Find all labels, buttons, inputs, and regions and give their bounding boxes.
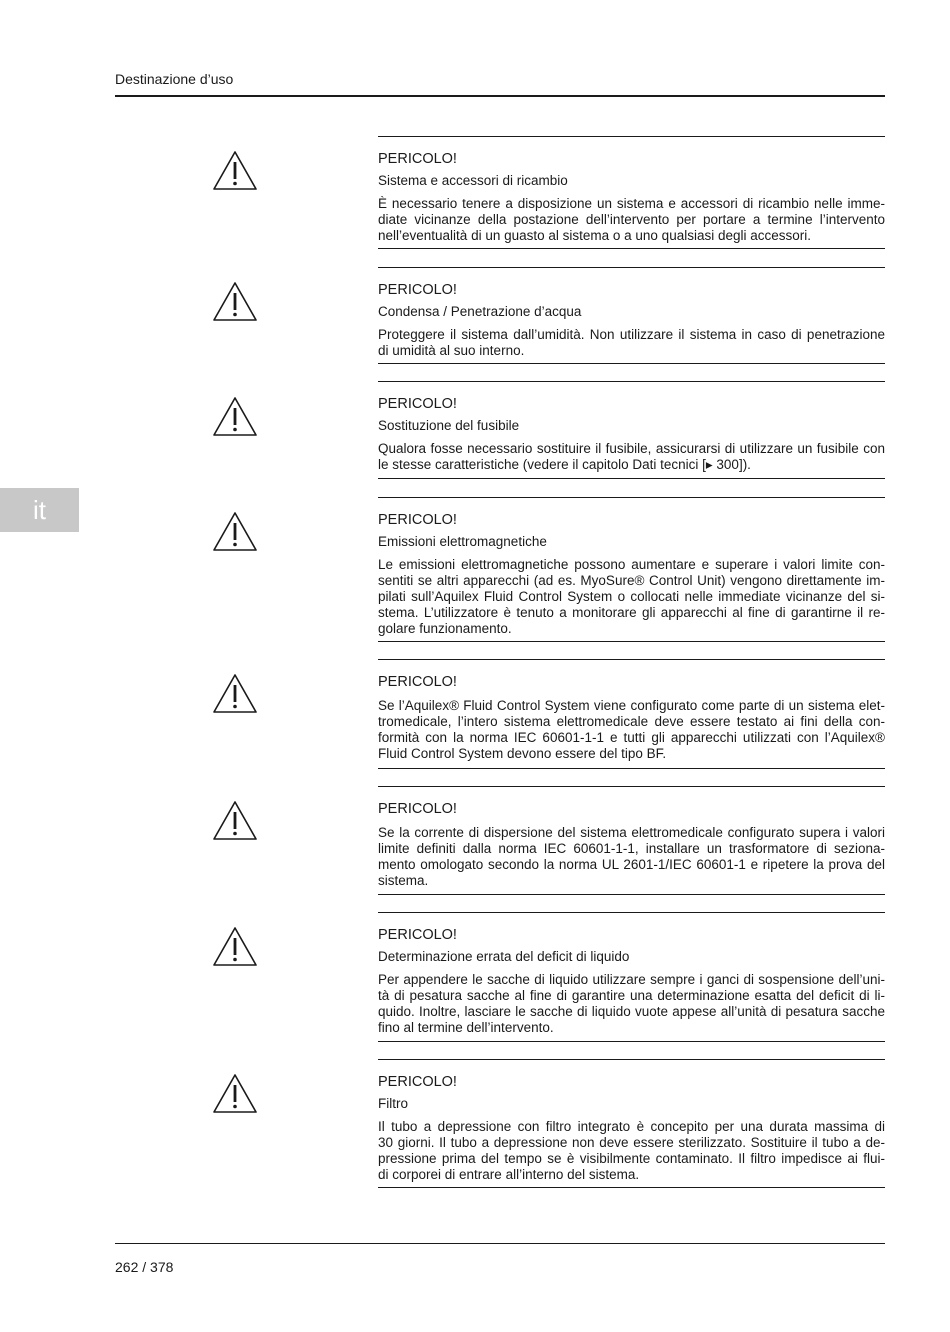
- warning-subtitle: Condensa / Penetrazione d’acqua: [378, 304, 582, 319]
- page-number: 262 / 378: [115, 1259, 174, 1275]
- warning-body-line: fino al termine dell’intervento.: [378, 1020, 554, 1035]
- warning-body-line: di corporei di entrare all’interno del sistema.: [378, 1167, 640, 1182]
- warning-body-line: mento omologato secondo la norma UL 2601-1/IEC 60601-1 e ripetere la prova del: [378, 857, 885, 872]
- warning-body-line: tromedicale, l’intero sistema elettromedicale deve essere testato ai fini della con-: [378, 714, 885, 729]
- warning-body: [378, 1119, 885, 1183]
- language-tab: it: [0, 488, 79, 532]
- warning-subtitle: Determinazione errata del deficit di liquido: [378, 949, 630, 964]
- warning-body-line: Se la corrente di dispersione del sistema elettromedicale configurato supera i valori: [378, 825, 885, 840]
- warning-body-line: sistema.: [378, 873, 429, 888]
- warning-subtitle: Sistema e accessori di ricambio: [378, 173, 568, 188]
- warning-body-line: diate vicinanze della postazione dell’intervento per portare a termine l’intervento: [378, 212, 885, 227]
- warning-triangle-icon: [212, 281, 258, 323]
- warning-body-line: Se l’Aquilex® Fluid Control System viene configurato come parte di un sistema elet-: [378, 698, 885, 713]
- warning-triangle-icon: [212, 926, 258, 968]
- warning-title: PERICOLO!: [378, 396, 457, 412]
- header-rule: [115, 95, 885, 97]
- warning-title: PERICOLO!: [378, 674, 457, 690]
- warning-body-line: stema. L’utilizzatore è tenuto a monitorare gli apparecchi al fine di garantirne il re-: [378, 605, 885, 620]
- warning-body-line: golare funzionamento.: [378, 621, 512, 636]
- warning-body: [378, 557, 885, 637]
- warning-body: [378, 196, 885, 244]
- warning-block: [378, 912, 885, 1042]
- warning-title: PERICOLO!: [378, 512, 457, 528]
- warning-subtitle: Emissioni elettromagnetiche: [378, 534, 547, 549]
- warning-body-line: pilati sull’Aquilex Fluid Control System o collocati nelle immediate vicinanze del si-: [378, 589, 885, 604]
- warning-block: [378, 786, 885, 895]
- warning-title: PERICOLO!: [378, 927, 457, 943]
- warning-body-line: quido. Inoltre, lasciare le sacche di liquido vuote appese all’unità di pesatura sacche: [378, 1004, 885, 1019]
- warning-triangle-icon: [212, 673, 258, 715]
- warning-block: [378, 267, 885, 364]
- warning-body-line: 30 giorni. Il tubo a depressione non deve essere sterilizzato. Sostituire il tubo a de-: [378, 1135, 885, 1150]
- warning-title: PERICOLO!: [378, 282, 457, 298]
- warning-body-line: sentiti se altri apparecchi (ad es. MyoSure® Control Unit) vengono direttamente im-: [378, 573, 885, 588]
- warning-body: [378, 972, 885, 1036]
- warning-body-line: È necessario tenere a disposizione un sistema e accessori di ricambio nelle imme-: [378, 196, 885, 211]
- page-header-title: Destinazione d’uso: [115, 71, 234, 87]
- warning-body: [378, 441, 885, 473]
- warning-body-line: Fluid Control System devono essere del tipo BF.: [378, 746, 667, 761]
- warning-title: PERICOLO!: [378, 1074, 457, 1090]
- warning-body: [378, 825, 885, 889]
- warning-triangle-icon: [212, 150, 258, 192]
- warning-title: PERICOLO!: [378, 801, 457, 817]
- warning-block: [378, 1059, 885, 1188]
- warning-block: [378, 659, 885, 769]
- warning-body-line: Il tubo a depressione con filtro integrato è concepito per una durata massima di: [378, 1119, 885, 1134]
- warning-triangle-icon: [212, 1073, 258, 1115]
- warning-subtitle: Sostituzione del fusibile: [378, 418, 520, 433]
- footer-rule: [115, 1243, 885, 1244]
- warning-block: [378, 136, 885, 249]
- warning-body-line: formità con la norma IEC 60601-1-1 e tutti gli apparecchi utilizzati con l’Aquilex®: [378, 730, 885, 745]
- warning-body-line: di umidità al suo interno.: [378, 343, 525, 358]
- warning-body-line: le stesse caratteristiche (vedere il capitolo Dati tecnici [▸ 300]).: [378, 457, 751, 472]
- warning-body-line: Qualora fosse necessario sostituire il fusibile, assicurarsi di utilizzare un fusibile con: [378, 441, 885, 456]
- warning-block: [378, 497, 885, 642]
- warning-body: [378, 327, 885, 359]
- warning-subtitle: Filtro: [378, 1096, 408, 1111]
- warning-body-line: nell’eventualità di un guasto al sistema o a uno qualsiasi degli accessori.: [378, 228, 812, 243]
- warning-body-line: limite definiti dalla norma IEC 60601-1-1, installare un trasformatore di seziona-: [378, 841, 885, 856]
- warning-body-line: Proteggere il sistema dall’umidità. Non utilizzare il sistema in caso di penetrazione: [378, 327, 885, 342]
- warning-body-line: tà di pesatura sacche al fine di garantire una determinazione esatta del deficit di li-: [378, 988, 885, 1003]
- warning-body: [378, 698, 885, 762]
- warning-body-line: Le emissioni elettromagnetiche possono aumentare e superare i valori limite con-: [378, 557, 885, 572]
- warning-block: [378, 381, 885, 479]
- warning-title: PERICOLO!: [378, 151, 457, 167]
- warning-body-line: pressione prima del tempo se è visibilmente contaminato. Il filtro impedisce ai flui-: [378, 1151, 885, 1166]
- warning-triangle-icon: [212, 800, 258, 842]
- warning-triangle-icon: [212, 511, 258, 553]
- warning-triangle-icon: [212, 396, 258, 438]
- warning-body-line: Per appendere le sacche di liquido utilizzare sempre i ganci di sospensione dell’uni-: [378, 972, 885, 987]
